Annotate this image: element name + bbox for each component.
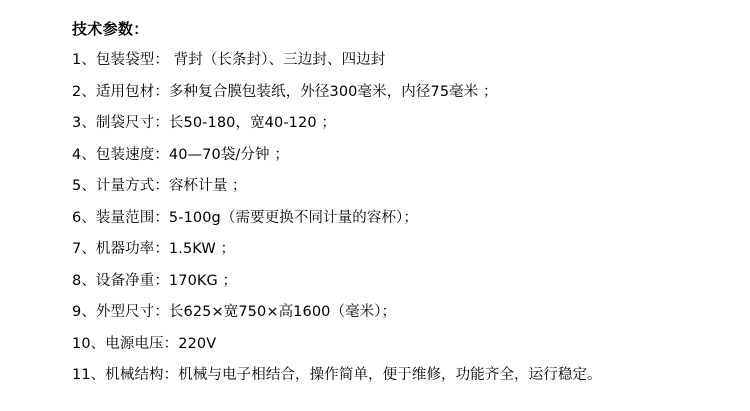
list-item: 2、适用包材：多种复合膜包装纸，外径300毫米，内径75毫米 ； xyxy=(72,83,498,100)
list-item: 4、包装速度：40—70袋/分钟 ； xyxy=(72,146,289,163)
list-item: 9、外型尺寸：长625×宽750×高1600（毫米）； xyxy=(72,304,397,320)
list-item: 7、机器功率：1.5KW ； xyxy=(72,241,236,257)
page-title: 技术参数： xyxy=(72,20,149,38)
spec-list xyxy=(72,53,730,383)
list-item: 10、电源电压：220V xyxy=(72,335,217,352)
list-item: 1、包装袋型： 背封（长条封）、三边封、四边封 xyxy=(72,52,386,68)
list-item: 5、计量方式：容杯计量 ； xyxy=(72,178,247,194)
list-item: 6、装量范围：5-100g（需要更换不同计量的容杯）； xyxy=(72,209,419,226)
list-item: 8、设备净重：170KG ； xyxy=(72,272,238,289)
list-item: 3、制袋尺寸：长50-180，宽40-120 ； xyxy=(72,115,336,131)
list-item: 11、机械结构：机械与电子相结合，操作简单，便于维修，功能齐全，运行稳定。 xyxy=(72,367,602,383)
